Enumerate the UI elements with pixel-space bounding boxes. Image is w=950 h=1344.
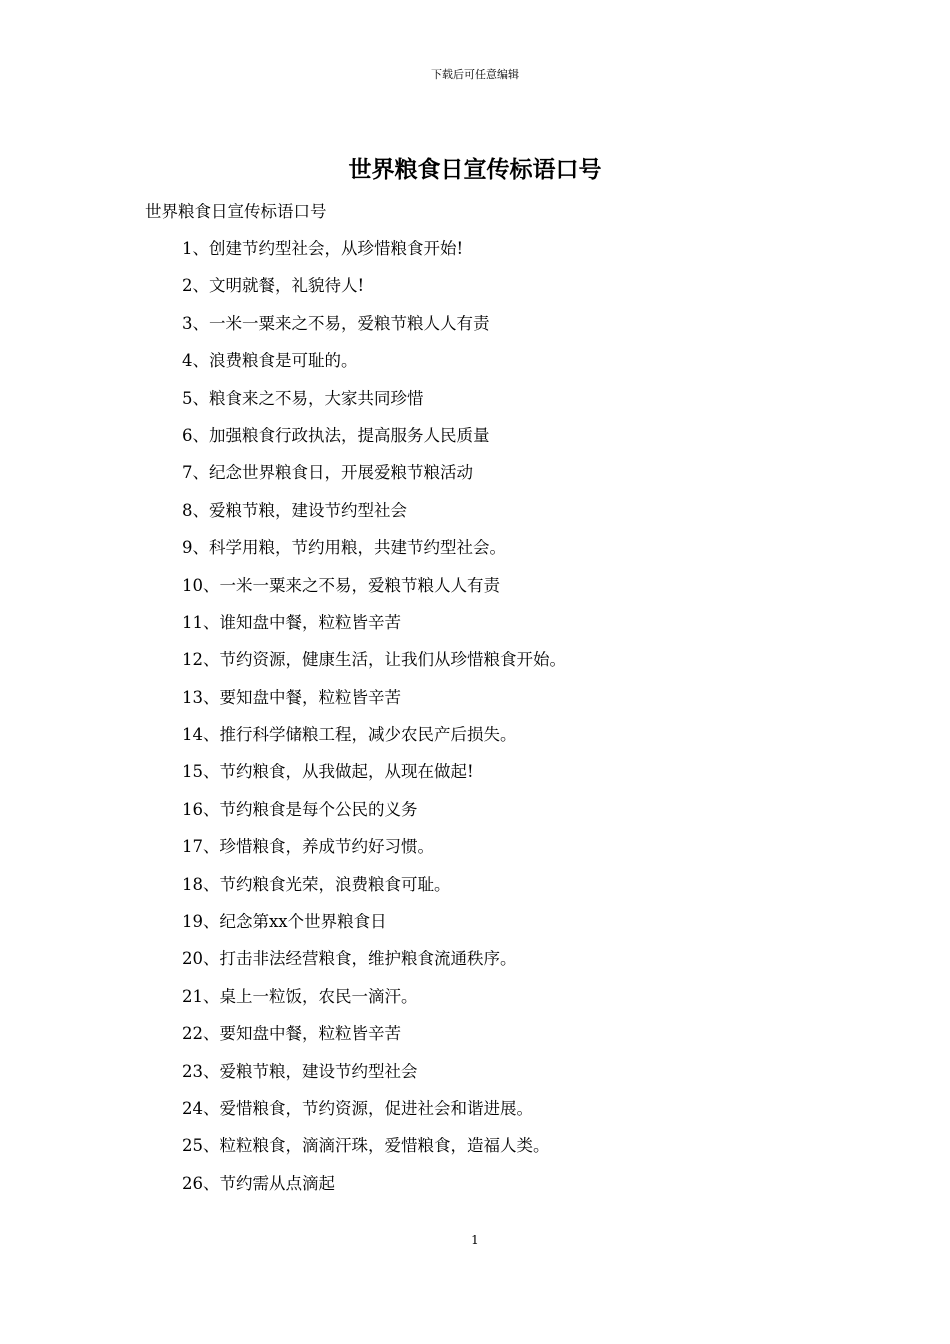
slogan-item: 3、一米一粟来之不易，爱粮节粮人人有责: [182, 313, 490, 333]
slogan-item: 11、谁知盘中餐，粒粒皆辛苦: [182, 612, 401, 632]
intro-line: 世界粮食日宣传标语口号: [145, 202, 327, 221]
slogan-item: 13、要知盘中餐，粒粒皆辛苦: [182, 687, 401, 707]
slogan-item: 25、粒粒粮食，滴滴汗珠，爱惜粮食，造福人类。: [182, 1136, 550, 1156]
slogan-item: 21、桌上一粒饭，农民一滴汗。: [182, 986, 418, 1006]
header-note: 下载后可任意编辑: [431, 68, 519, 81]
slogan-item: 15、节约粮食，从我做起，从现在做起!: [182, 762, 474, 782]
document-title: 世界粮食日宣传标语口号: [348, 156, 602, 183]
slogan-item: 18、节约粮食光荣，浪费粮食可耻。: [182, 874, 451, 894]
slogan-item: 23、爱粮节粮，建设节约型社会: [182, 1061, 418, 1081]
slogan-item: 20、打击非法经营粮食，维护粮食流通秩序。: [182, 949, 517, 969]
slogan-item: 9、科学用粮，节约用粮，共建节约型社会。: [182, 538, 506, 558]
slogan-item: 24、爱惜粮食，节约资源，促进社会和谐进展。: [182, 1098, 533, 1118]
slogan-item: 19、纪念第xx个世界粮食日: [182, 912, 387, 932]
slogan-item: 16、节约粮食是每个公民的义务: [182, 799, 418, 819]
slogan-item: 1、创建节约型社会，从珍惜粮食开始!: [182, 239, 464, 258]
slogan-item: 26、节约需从点滴起: [182, 1173, 335, 1193]
slogan-item: 5、粮食来之不易，大家共同珍惜: [182, 388, 424, 408]
slogan-list: [182, 230, 566, 1202]
slogan-item: 8、爱粮节粮，建设节约型社会: [182, 500, 407, 520]
slogan-item: 22、要知盘中餐，粒粒皆辛苦: [182, 1024, 401, 1044]
page-number: 1: [471, 1233, 479, 1247]
slogan-item: 10、一米一粟来之不易，爱粮节粮人人有责: [182, 575, 500, 595]
slogan-item: 2、文明就餐，礼貌待人!: [182, 276, 365, 296]
slogan-item: 14、推行科学储粮工程，减少农民产后损失。: [182, 725, 517, 745]
slogan-item: 6、加强粮食行政执法，提高服务人民质量: [182, 425, 490, 445]
slogan-item: 4、浪费粮食是可耻的。: [182, 351, 358, 371]
slogan-item: 17、珍惜粮食，养成节约好习惯。: [182, 837, 434, 857]
slogan-item: 12、节约资源，健康生活，让我们从珍惜粮食开始。: [182, 650, 566, 670]
slogan-item: 7、纪念世界粮食日，开展爱粮节粮活动: [182, 463, 473, 483]
